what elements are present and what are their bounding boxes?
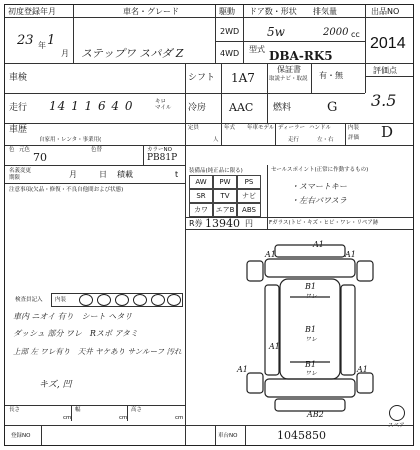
spare-tire-icon: [389, 405, 405, 421]
run-label: 走行: [288, 137, 300, 143]
damage-a1-rear-right: A1: [357, 365, 368, 374]
first-reg-label: 初度登録年月: [8, 7, 56, 16]
fuel-value: G: [327, 100, 338, 115]
auction-no-label: 出品NO: [371, 7, 400, 16]
model-grade-label: 車名・グレード: [123, 7, 179, 16]
damage-a1-side: A1: [269, 342, 280, 351]
vin-value: 1045850: [277, 429, 326, 442]
notes-label: 注意事項(欠品・修復・不良自他間および状態): [9, 187, 124, 193]
handle-label: ハンドル: [309, 125, 332, 131]
shaken-label: 車検: [9, 73, 28, 83]
reg-no-label: 登録NO: [11, 433, 31, 439]
loading-label: 積載: [117, 170, 133, 179]
note-line-2: 上部 左 ワレ有り 天井 ヤケあり サンルーフ 汚れ: [13, 347, 182, 356]
after-change-label: 色替: [91, 147, 103, 153]
fglass-label: Fガラス(トビ・キズ・ヒビ・ワレ・リペア跡: [269, 220, 379, 226]
interior-sub: 評価: [348, 135, 360, 141]
damage-a1-rear-left: A1: [237, 365, 248, 374]
damage-a1-left: A1: [265, 250, 276, 259]
km-unit: キロ マイル: [155, 99, 172, 111]
equipment-label: 装備品(純正品に限る): [189, 168, 243, 174]
year-model-label: 年式: [224, 125, 236, 131]
warranty-label: 保証書: [277, 65, 301, 74]
score-value: 3.5: [371, 91, 397, 110]
drive-2wd: 2WD: [220, 27, 240, 36]
month-label: 月: [69, 170, 77, 179]
category-label: 車歴: [9, 125, 28, 135]
spare-label: スペア: [388, 423, 405, 429]
interior-label: 内装: [348, 125, 360, 131]
height-cm: cm: [175, 415, 184, 421]
sellpoint-0: ・スマートキー: [291, 182, 347, 191]
type-label: 型式: [249, 45, 265, 54]
displacement-label: 排気量: [313, 7, 337, 16]
capacity-label: 定員: [188, 125, 200, 131]
equipment-cell: PW: [213, 175, 237, 189]
equipment-cell: AW: [189, 175, 213, 189]
inspection-label: 検査員記入: [15, 297, 43, 303]
interior-grade: D: [381, 123, 394, 141]
sellpoint-1: ・左右パワスラ: [291, 196, 347, 205]
aircon-label: 冷房: [188, 103, 207, 113]
damage-a1-top: A1: [313, 240, 324, 249]
color-label: 色: [9, 147, 15, 153]
auction-no: 2014: [370, 35, 406, 52]
color-num: PB81P: [147, 153, 178, 163]
aircon-value: AAC: [229, 101, 254, 114]
color-code: 70: [33, 151, 47, 164]
equipment-cell: カワ: [189, 203, 213, 217]
width-label: 幅: [75, 407, 81, 413]
score-label: 評価点: [373, 66, 397, 75]
shift-value: 1A7: [231, 71, 255, 85]
first-reg-year: 23: [17, 33, 34, 48]
warranty-sub: 取説ナビ・取説: [269, 76, 308, 82]
damage-b1-rear: B1: [305, 360, 316, 369]
first-reg-month: 1: [47, 33, 56, 48]
cc-unit: cc: [351, 30, 360, 39]
interior-check-label: 内装: [55, 297, 67, 303]
sellpoint-label: セールスポイント(正常に作動するもの): [271, 167, 369, 173]
damage-b1-mid: B1: [305, 325, 316, 334]
equipment-cell: ナビ: [237, 189, 261, 203]
inspection-sheet: [4, 4, 414, 446]
category-sub: 自家用・レンタ・事業用(: [39, 137, 102, 143]
name-change-label: 名義変更: [9, 168, 32, 174]
width-cm: cm: [119, 415, 128, 421]
year-model-sub: 年車モデル: [247, 125, 275, 131]
length-label: 長さ: [9, 407, 21, 413]
drive-label: 駆動: [219, 7, 235, 16]
model-code: DBA-RK5: [269, 49, 333, 63]
height-label: 高さ: [131, 407, 143, 413]
doors-value: 5w: [267, 25, 285, 39]
ton-label: t: [175, 170, 179, 179]
damage-note-1: ワレ: [305, 336, 318, 343]
mileage-label: 走行: [9, 103, 28, 113]
model-name: ステップワ スパダ Z: [81, 47, 184, 60]
equipment-cell: TV: [213, 189, 237, 203]
yen-label: 円: [245, 219, 253, 228]
equipment-cell: SR: [189, 189, 213, 203]
month-unit: 月: [61, 49, 69, 58]
car-damage-diagram: [235, 237, 385, 417]
note-line-1: ダッシュ 部分 ワレ Rスポ アタミ: [13, 329, 138, 338]
shift-label: シフト: [188, 73, 216, 83]
vin-no-label: 車台NO: [218, 433, 238, 439]
fuel-label: 燃料: [273, 103, 292, 113]
capacity-unit: 人: [213, 137, 219, 143]
lr-label: 左・右: [317, 137, 334, 143]
r-tire-value: 13940: [205, 217, 240, 230]
damage-ab2: AB2: [307, 410, 324, 417]
displacement-value: 2000: [323, 27, 349, 38]
damage-a1-right: A1: [345, 250, 356, 259]
color-no-label: カラーNO: [147, 147, 172, 153]
dealer-label: ディーラー: [278, 125, 306, 131]
note-line-3: キズ, 凹: [39, 380, 72, 390]
note-line-0: 車内 ニオイ 有り シート ヘタリ: [13, 312, 133, 321]
year-unit: 年: [38, 41, 46, 50]
deadline-label: 期限: [9, 175, 21, 181]
damage-b1-roof: B1: [305, 282, 316, 291]
equipment-cell: PS: [237, 175, 261, 189]
doors-label: ドア数・形状: [249, 7, 297, 16]
length-cm: cm: [63, 415, 72, 421]
damage-note-0: ワレ: [305, 293, 318, 300]
equipment-cell: ABS: [237, 203, 261, 217]
day-label: 日: [99, 170, 107, 179]
mileage-value: 14 1 1 6 4 0: [49, 99, 134, 113]
warranty-yes-no: 有・無: [319, 71, 343, 80]
drive-4wd: 4WD: [220, 49, 240, 58]
color-sub: 元色: [19, 147, 31, 153]
r-tire-label: R券: [189, 219, 203, 228]
equipment-cell: エアB: [213, 203, 237, 217]
damage-note-2: ワレ: [305, 370, 318, 377]
